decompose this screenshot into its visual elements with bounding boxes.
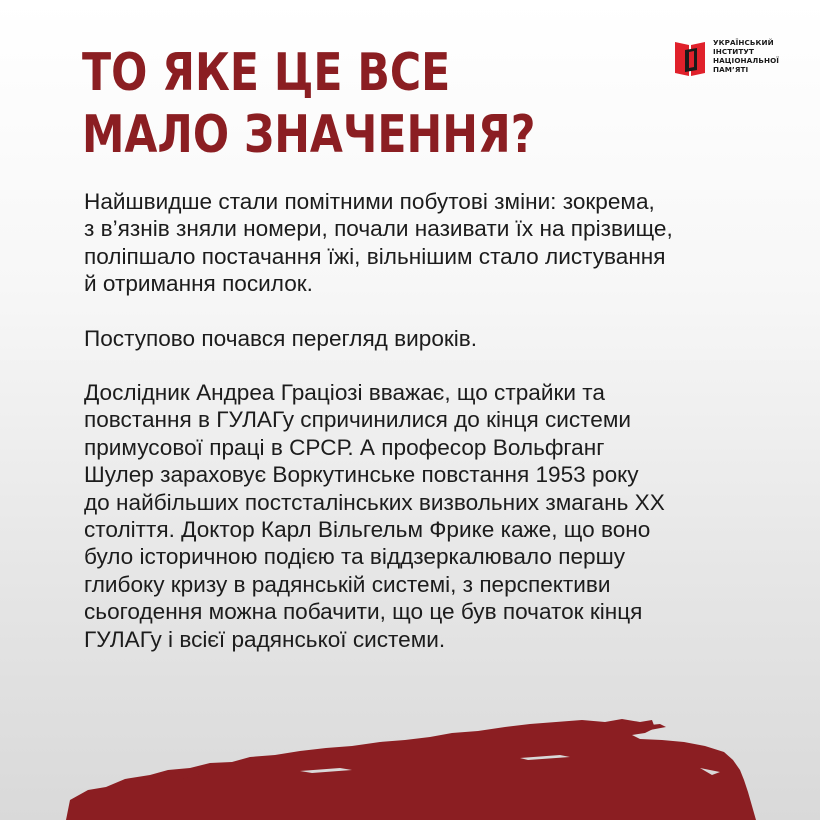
institute-logo-icon [673, 36, 707, 78]
text-line: повстання в ГУЛАГу спричинилися до кінця системи [84, 407, 631, 433]
logo-text-line: НАЦІОНАЛЬНОЇ [713, 56, 780, 65]
text-line: було історичною подією та віддзеркалювало першу [84, 544, 626, 570]
logo-text-line: ПАМ’ЯТІ [713, 65, 749, 74]
page-title [82, 42, 541, 166]
text-line: глибоку кризу в радянській системі, з перспективи [84, 571, 611, 597]
paragraph-2 [84, 325, 774, 352]
institute-logo-text [713, 38, 779, 74]
paragraph-1 [84, 188, 774, 298]
logo-text-line: ІНСТИТУТ [713, 47, 755, 56]
text-line: століття. Доктор Карл Вільгельм Фрике каже, що воно [84, 517, 651, 543]
article-body [84, 188, 774, 680]
text-line: Найшвидше стали помітними побутові зміни: зокрема, [84, 189, 655, 214]
institute-logo [673, 36, 793, 80]
text-line: до найбільших постсталінських визвольних змагань ХХ [84, 489, 665, 515]
text-line: Поступово почався перегляд вироків. [84, 325, 478, 351]
title-line-2: МАЛО ЗНАЧЕННЯ? [82, 105, 536, 165]
text-line: сьогодення можна побачити, що це був початок кінця [84, 599, 643, 625]
text-line: ГУЛАГу і всієї радянської системи. [84, 626, 446, 652]
text-line: Дослідник Андреа Граціозі вважає, що страйки та [84, 380, 605, 406]
text-line: примусової праці в СРСР. А професор Вольфганг [84, 434, 605, 460]
text-line: Шулер зараховує Воркутинське повстання 1953 року [84, 462, 639, 488]
text-line: поліпшало постачання їжі, вільнішим стало листування [84, 243, 666, 269]
paragraph-3 [84, 379, 774, 653]
logo-text-line: УКРАЇНСЬКИЙ [713, 38, 774, 47]
title-line-1: ТО ЯКЕ ЦЕ ВСЕ [82, 43, 451, 103]
text-line: й отримання посилок. [84, 271, 313, 297]
text-line: з в’язнів зняли номери, почали називати їх на прізвище, [84, 216, 673, 242]
